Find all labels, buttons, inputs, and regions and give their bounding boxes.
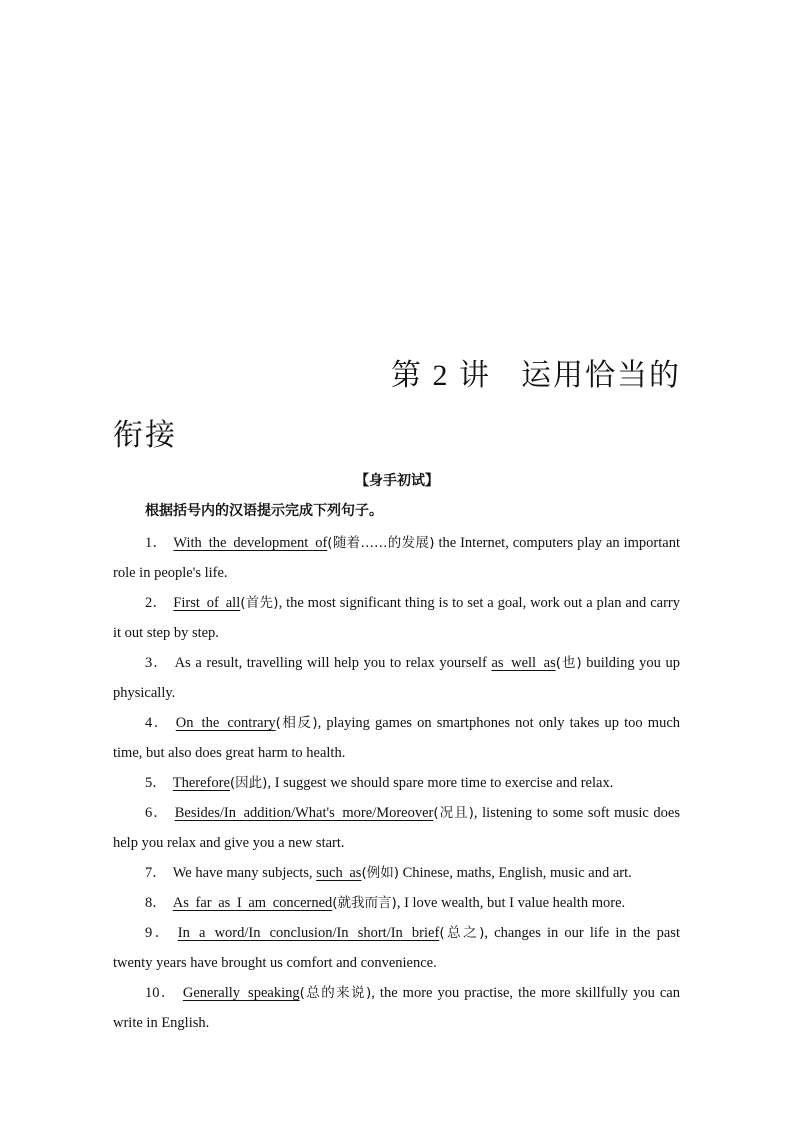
chinese-hint: (总之) xyxy=(439,925,485,941)
chinese-hint: (例如) xyxy=(361,865,399,881)
section-heading: 【身手初试】 xyxy=(355,473,439,489)
answer-text: In a word/In conclusion/In short/In brief xyxy=(177,925,440,941)
exercise-item: 7． We have many subjects, such as(例如) Chinese, maths, English, music and art. xyxy=(145,865,632,881)
answer-text: As far as I am concerned xyxy=(172,895,333,911)
lesson-title-text: 运用恰当的 xyxy=(521,359,681,392)
exercise-item: 4． On the contrary(相反), playing games on smartphones not only takes up too much time, but also does great harm to health. xyxy=(113,715,681,761)
exercise-item: 1． With the development of(随着……的发展) the Internet, computers play an important role in people's life. xyxy=(113,535,680,581)
answer-text: With the development of xyxy=(173,535,328,551)
chinese-hint: (相反) xyxy=(275,715,318,731)
chinese-hint: (首先) xyxy=(240,595,279,611)
exercise-item: 10． Generally speaking(总的来说), the more you practise, the more skillfully you can write in English. xyxy=(113,985,680,1031)
exercise-item: 9． In a word/In conclusion/In short/In brief(总之), changes in our life in the past twenty years have brought us comfort and convenience. xyxy=(113,925,680,971)
answer-text: such as xyxy=(316,865,362,881)
exercise-instructions: 根据括号内的汉语提示完成下列句子。 xyxy=(145,503,383,519)
answer-text: Besides/In addition/What's more/Moreover xyxy=(174,805,434,821)
chinese-hint: (总的来说) xyxy=(299,985,372,1001)
chinese-hint: (也) xyxy=(555,655,582,671)
answer-text: Therefore xyxy=(172,775,230,791)
chinese-hint: (况且) xyxy=(433,805,474,821)
answer-text: Generally speaking xyxy=(182,985,300,1001)
lesson-number: 第 2 讲 xyxy=(391,359,491,392)
lesson-title-line1 xyxy=(391,350,681,394)
exercise-item: 3． As a result, travelling will help you to relax yourself as well as(也) building you up physically. xyxy=(113,655,680,701)
exercise-list xyxy=(113,528,680,1038)
answer-text: as well as xyxy=(491,655,556,671)
exercise-item: 6． Besides/In addition/What's more/Moreover(况且), listening to some soft music does help you relax and give you a new start. xyxy=(113,805,681,851)
chinese-hint: (因此) xyxy=(229,775,268,791)
exercise-item: 2． First of all(首先), the most significant thing is to set a goal, work out a plan and carry it out step by step. xyxy=(113,595,680,641)
lesson-title-line2: 衔接 xyxy=(113,419,177,452)
answer-text: On the contrary xyxy=(175,715,276,731)
exercise-item: 8． As far as I am concerned(就我而言), I love wealth, but I value health more. xyxy=(145,895,626,911)
chinese-hint: (就我而言) xyxy=(332,895,397,911)
chinese-hint: (随着……的发展) xyxy=(327,535,435,551)
answer-text: First of all xyxy=(173,595,241,611)
exercise-item: 5． Therefore(因此), I suggest we should spare more time to exercise and relax. xyxy=(145,775,614,791)
